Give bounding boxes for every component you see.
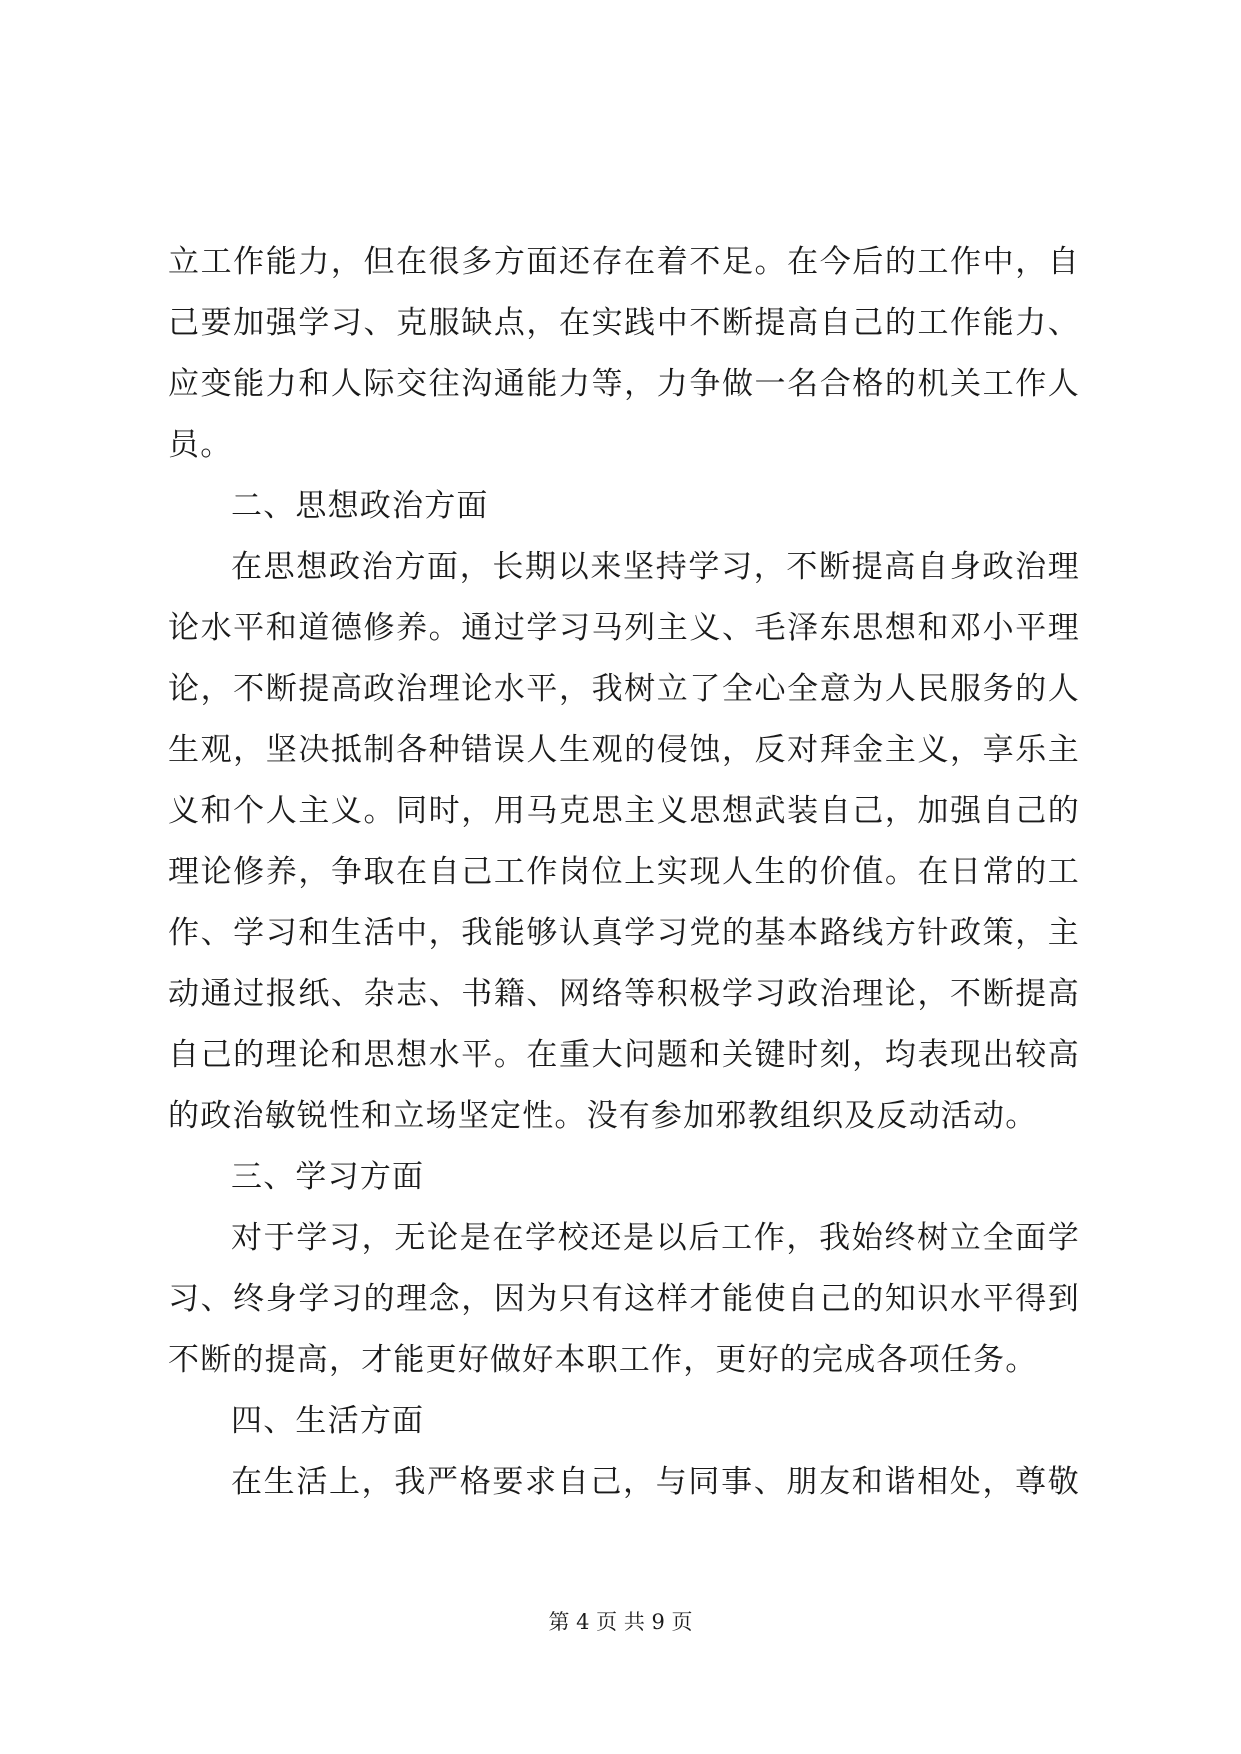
text-line: 己要加强学习、克服缺点，在实践中不断提高自己的工作能力、: [168, 305, 1080, 341]
section-heading-study: 三、学习方面: [231, 1159, 425, 1195]
section-heading-life: 四、生活方面: [231, 1403, 425, 1439]
text-line: 应变能力和人际交往沟通能力等，力争做一名合格的机关工作人: [168, 366, 1080, 402]
text-line: 生观，坚决抵制各种错误人生观的侵蚀，反对拜金主义，享乐主: [168, 732, 1080, 768]
text-line: 在思想政治方面，长期以来坚持学习，不断提高自身政治理: [231, 549, 1080, 585]
text-line: 立工作能力，但在很多方面还存在着不足。在今后的工作中，自: [168, 244, 1080, 280]
text-line: 员。: [168, 427, 233, 463]
text-line: 对于学习，无论是在学校还是以后工作，我始终树立全面学: [231, 1220, 1080, 1256]
page-footer: 第 4 页 共 9 页: [548, 1610, 693, 1634]
text-line: 在生活上，我严格要求自己，与同事、朋友和谐相处，尊敬: [231, 1464, 1080, 1500]
text-line: 论，不断提高政治理论水平，我树立了全心全意为人民服务的人: [168, 671, 1080, 707]
text-line: 作、学习和生活中，我能够认真学习党的基本路线方针政策，主: [168, 915, 1080, 951]
text-line: 动通过报纸、杂志、书籍、网络等积极学习政治理论，不断提高: [168, 976, 1080, 1012]
body-text: [168, 232, 1080, 1513]
text-line: 论水平和道德修养。通过学习马列主义、毛泽东思想和邓小平理: [168, 610, 1080, 646]
section-heading-ideology: 二、思想政治方面: [231, 488, 489, 524]
text-line: 不断的提高，才能更好做好本职工作，更好的完成各项任务。: [168, 1342, 1038, 1378]
text-line: 理论修养，争取在自己工作岗位上实现人生的价值。在日常的工: [168, 854, 1080, 890]
text-line: 习、终身学习的理念，因为只有这样才能使自己的知识水平得到: [168, 1281, 1080, 1317]
text-line: 自己的理论和思想水平。在重大问题和关键时刻，均表现出较高: [168, 1037, 1080, 1073]
text-line: 义和个人主义。同时，用马克思主义思想武装自己，加强自己的: [168, 793, 1080, 829]
text-line: 的政治敏锐性和立场坚定性。没有参加邪教组织及反动活动。: [168, 1098, 1038, 1134]
